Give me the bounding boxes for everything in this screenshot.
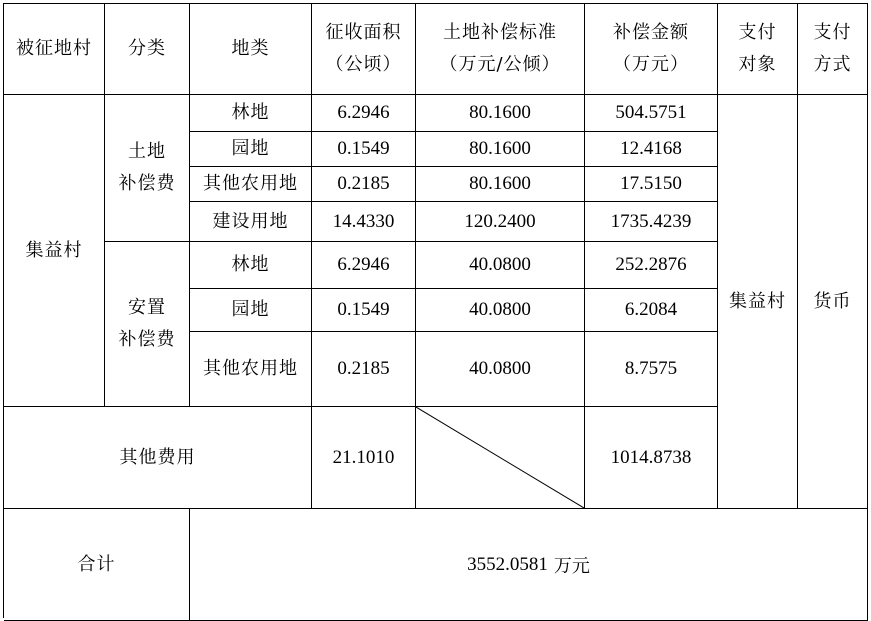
- other-fees-label: 其他费用: [119, 446, 196, 468]
- land-type-text: 建设用地: [212, 210, 289, 232]
- amount-value: 504.5751: [615, 102, 687, 123]
- table-cell-area: [312, 289, 416, 332]
- village-cell: [4, 95, 105, 407]
- standard-value: 80.1600: [469, 102, 531, 123]
- land-type-text: 园地: [231, 299, 270, 320]
- header-area-line1: 征收面积: [325, 22, 402, 43]
- area-value: 0.1549: [337, 138, 390, 159]
- table-cell-standard: [416, 289, 585, 332]
- header-pay-target-line1: 支付: [738, 22, 777, 43]
- pay-method-cell: [798, 95, 868, 509]
- diagonal-slash-line: [416, 407, 584, 508]
- other-fees-amount: 1014.8738: [610, 446, 692, 468]
- header-area: [312, 4, 416, 95]
- header-pay-method-line2: 方式: [813, 54, 852, 75]
- table-cell-amount: [585, 289, 718, 332]
- total-unit: 万元: [553, 555, 590, 577]
- standard-value: 40.0800: [469, 358, 531, 379]
- table-cell-land: [190, 202, 312, 242]
- total-label-cell: [4, 509, 190, 621]
- table-cell-standard: [416, 167, 585, 202]
- amount-value: 8.7575: [624, 358, 678, 379]
- standard-value: 40.0800: [469, 299, 531, 320]
- header-amount-line1: 补偿金额: [613, 22, 689, 43]
- area-value: 0.2185: [337, 358, 390, 379]
- area-value: 6.2946: [337, 102, 390, 123]
- table-cell-area: [312, 95, 416, 132]
- total-value-cell: [190, 509, 868, 621]
- header-village-text: 被征地村: [16, 38, 92, 59]
- table-cell-land: [190, 289, 312, 332]
- other-fees-standard-cell: [416, 407, 585, 509]
- other-fees-area: 21.1010: [332, 446, 395, 468]
- table-cell-land: [190, 167, 312, 202]
- header-category-text: 分类: [128, 38, 166, 59]
- land-type-text: 林地: [231, 102, 270, 123]
- header-standard-line1: 土地补偿标准: [442, 22, 557, 43]
- standard-value: 80.1600: [469, 173, 531, 194]
- table-cell-standard: [416, 242, 585, 289]
- group-resettlement-compensation: [105, 242, 190, 407]
- pay-target-text: 集益村: [729, 290, 786, 312]
- table-cell-standard: [416, 95, 585, 132]
- group-land-compensation-line2: 补偿费: [118, 173, 176, 194]
- land-type-text: 其他农用地: [203, 358, 298, 379]
- table-cell-amount: [585, 332, 718, 407]
- other-fees-label-cell: [4, 407, 312, 509]
- header-pay-method: [798, 4, 868, 95]
- other-fees-amount-cell: [585, 407, 718, 509]
- table-cell-standard: [416, 132, 585, 167]
- standard-value: 80.1600: [469, 138, 531, 159]
- table-cell-area: [312, 332, 416, 407]
- table-cell-area: [312, 242, 416, 289]
- village-name: 集益村: [25, 239, 83, 261]
- table-cell-land: [190, 332, 312, 407]
- header-land-type-text: 地类: [231, 38, 270, 59]
- area-value: 0.1549: [337, 299, 390, 320]
- pay-method-text: 货币: [813, 290, 852, 312]
- table-cell-area: [312, 167, 416, 202]
- header-pay-method-line1: 支付: [813, 22, 852, 43]
- amount-value: 252.2876: [615, 254, 687, 275]
- standard-value: 120.2400: [464, 210, 536, 232]
- group-land-compensation: [105, 95, 190, 242]
- pay-target-cell: [718, 95, 798, 509]
- header-standard-line2: （万元/公倾）: [439, 54, 561, 75]
- table-cell-standard: [416, 332, 585, 407]
- header-standard: [416, 4, 585, 95]
- amount-value: 12.4168: [620, 138, 682, 159]
- header-area-line2: （公顷）: [325, 54, 402, 75]
- group-land-compensation-line1: 土地: [128, 141, 166, 162]
- area-value: 6.2946: [337, 254, 390, 275]
- amount-value: 1735.4239: [610, 210, 692, 232]
- compensation-table: [3, 3, 868, 618]
- standard-value: 40.0800: [469, 254, 531, 275]
- total-value: 3552.0581: [467, 553, 548, 575]
- group-resettlement-line1: 安置: [128, 297, 166, 318]
- table-cell-amount: [585, 242, 718, 289]
- table-cell-land: [190, 132, 312, 167]
- header-category: [105, 4, 190, 95]
- land-type-text: 园地: [231, 138, 270, 159]
- area-value: 0.2185: [337, 173, 390, 194]
- amount-value: 17.5150: [620, 173, 682, 194]
- area-value: 14.4330: [332, 210, 395, 232]
- other-fees-area-cell: [312, 407, 416, 509]
- table-cell-amount: [585, 132, 718, 167]
- table-cell-amount: [585, 167, 718, 202]
- land-type-text: 林地: [231, 254, 270, 275]
- header-village: [4, 4, 105, 95]
- table-cell-standard: [416, 202, 585, 242]
- land-type-text: 其他农用地: [203, 173, 298, 194]
- table-cell-land: [190, 242, 312, 289]
- header-land-type: [190, 4, 312, 95]
- amount-value: 6.2084: [624, 299, 678, 320]
- header-amount-line2: （万元）: [613, 54, 689, 75]
- total-label: 合计: [77, 553, 116, 575]
- table-cell-amount: [585, 95, 718, 132]
- header-pay-target: [718, 4, 798, 95]
- table-cell-area: [312, 202, 416, 242]
- header-amount: [585, 4, 718, 95]
- group-resettlement-line2: 补偿费: [118, 329, 176, 350]
- header-pay-target-line2: 对象: [738, 54, 777, 75]
- table-cell-amount: [585, 202, 718, 242]
- table-cell-area: [312, 132, 416, 167]
- table-cell-land: [190, 95, 312, 132]
